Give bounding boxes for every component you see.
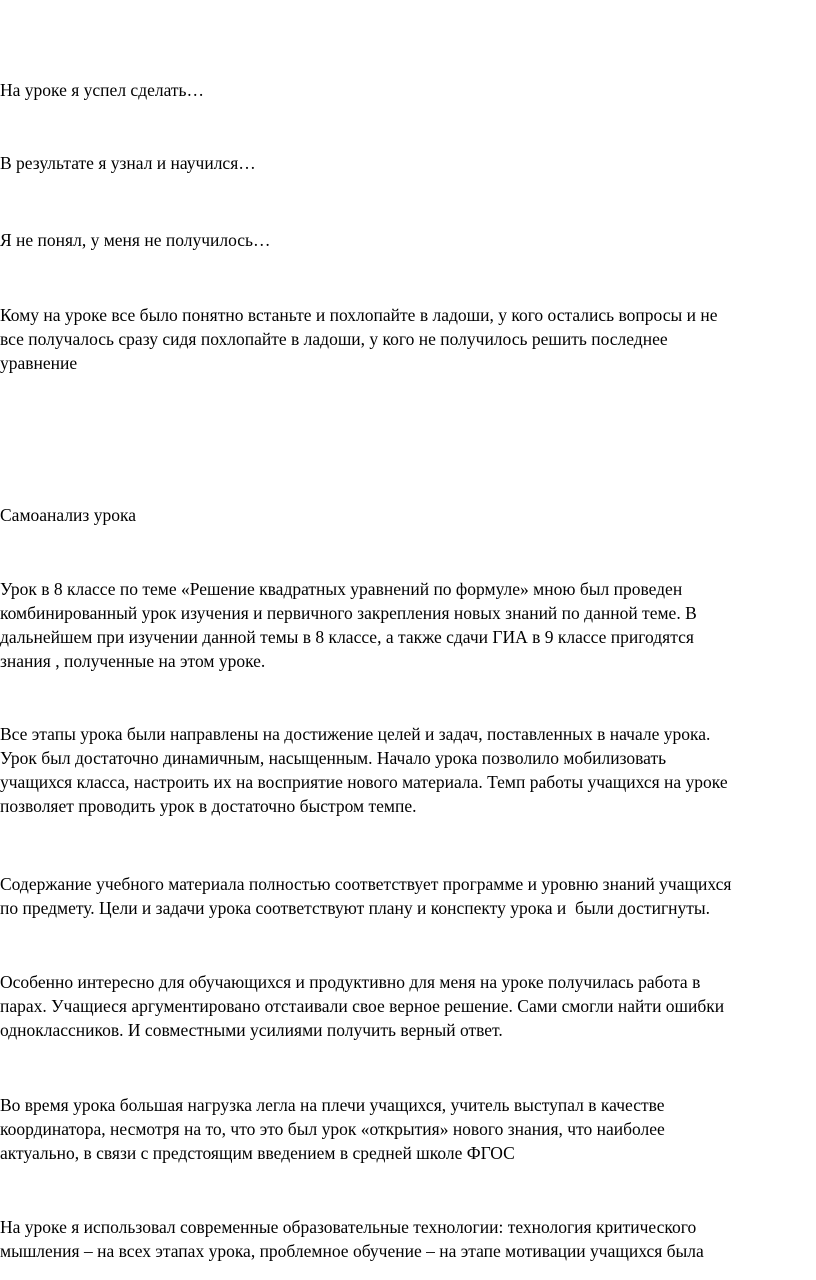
text-line: Урок в 8 классе по теме «Решение квадратных уравнений по формуле» мною был проведен	[0, 579, 683, 599]
text-line: Урок был достаточно динамичным, насыщенным. Начало урока позволило мобилизовать	[0, 748, 667, 768]
text-line: Самоанализ урока	[0, 505, 136, 525]
text-line: Содержание учебного материала полностью соответствует программе и уровню знаний учащихся	[0, 874, 732, 894]
reflection-instruction	[0, 303, 800, 375]
analysis-paragraph-3	[0, 872, 800, 920]
text-line: все получалось сразу сидя похлопайте в ладоши, у кого не получилось решить последнее	[0, 329, 668, 349]
text-line: позволяет проводить урок в достаточно быстром темпе.	[0, 796, 417, 816]
text-line: знания , полученные на этом уроке.	[0, 651, 266, 671]
text-line: дальнейшем при изучении данной темы в 8 классе, а также сдачи ГИА в 9 классе пригодятся	[0, 627, 694, 647]
text-line: Кому на уроке все было понятно встаньте и похлопайте в ладоши, у кого остались вопросы и не	[0, 305, 718, 325]
reflection-prompt-learned	[0, 151, 800, 175]
analysis-paragraph-2	[0, 722, 800, 818]
text-line: парах. Учащиеся аргументировано отстаивали свое верное решение. Сами смогли найти ошибки	[0, 996, 725, 1016]
reflection-prompt-done	[0, 78, 800, 102]
text-line: актуально, в связи с предстоящим введением в средней школе ФГОС	[0, 1143, 515, 1163]
analysis-paragraph-5	[0, 1093, 800, 1165]
text-line: Во время урока большая нагрузка легла на плечи учащихся, учитель выступал в качестве	[0, 1095, 665, 1115]
text-line: координатора, несмотря на то, что это был урок «открытия» нового знания, что наиболее	[0, 1119, 665, 1139]
text-line: мышления – на всех этапах урока, проблемное обучение – на этапе мотивации учащихся была	[0, 1241, 704, 1261]
text-line: Особенно интересно для обучающихся и продуктивно для меня на уроке получилась работа в	[0, 972, 701, 992]
text-line: комбинированный урок изучения и первичного закрепления новых знаний по данной теме. В	[0, 603, 697, 623]
text-line: Все этапы урока были направлены на достижение целей и задач, поставленных в начале урока.	[0, 724, 711, 744]
analysis-paragraph-4	[0, 970, 800, 1042]
text-line: одноклассников. И совместными усилиями получить верный ответ.	[0, 1020, 503, 1040]
section-heading	[0, 503, 800, 527]
reflection-prompt-not-understood	[0, 228, 800, 252]
analysis-paragraph-6	[0, 1215, 800, 1263]
text-line: Я не понял, у меня не получилось…	[0, 230, 271, 250]
text-line: по предмету. Цели и задачи урока соответствуют плану и конспекту урока и были достигнуты.	[0, 898, 711, 918]
text-line: В результате я узнал и научился…	[0, 153, 256, 173]
analysis-paragraph-1	[0, 577, 800, 673]
text-line: учащихся класса, настроить их на восприятие нового материала. Темп работы учащихся на уроке	[0, 772, 728, 792]
text-line: На уроке я использовал современные образовательные технологии: технология критического	[0, 1217, 697, 1237]
text-line: На уроке я успел сделать…	[0, 80, 205, 100]
text-line: уравнение	[0, 353, 78, 373]
